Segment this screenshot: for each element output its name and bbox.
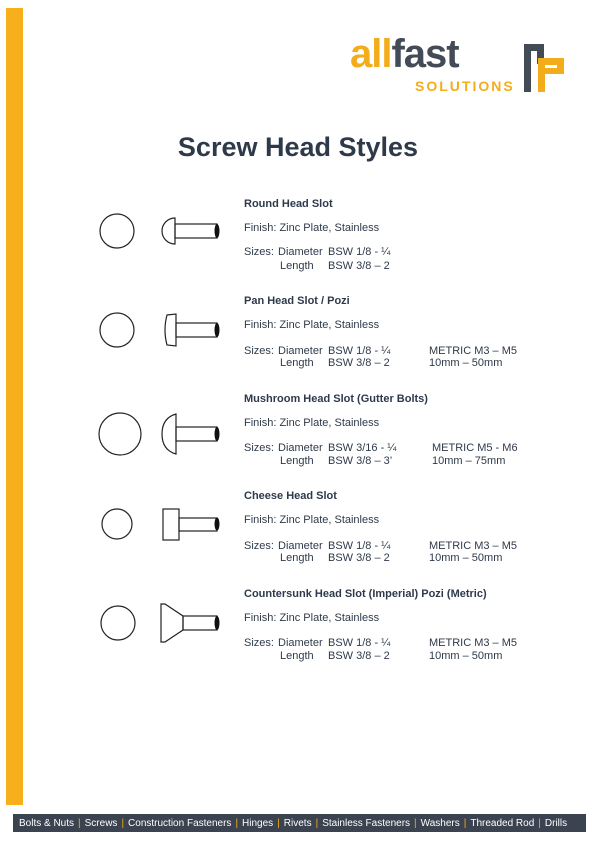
length-value: BSW 3/8 – 2 [328,357,390,369]
footer-link-screws[interactable]: Screws [84,817,118,829]
countersunk-head-icon [92,588,237,678]
diameter-value: BSW 1/8 - ¼ [328,540,391,552]
footer-link-hinges[interactable]: Hinges [242,817,274,829]
sizes-label: Sizes: [244,442,274,454]
metric-range: METRIC M3 – M5 [429,637,518,649]
footer-link-washers[interactable]: Washers [420,817,460,829]
item-name: Mushroom Head Slot (Gutter Bolts) [244,393,428,405]
length-label: Length [280,455,314,467]
item-finish: Finish: Zinc Plate, Stainless [244,612,380,624]
footer-separator: | [463,817,467,829]
item-finish: Finish: Zinc Plate, Stainless [244,514,380,526]
metric-range: METRIC M5 - M6 [432,442,518,454]
diameter-value: BSW 1/8 - ¼ [328,345,391,357]
length-value: BSW 3/8 – 2 [328,260,390,272]
length-label: Length [280,650,314,662]
screw-mushroom-head [0,393,596,483]
footer-link-drills[interactable]: Drills [544,817,568,829]
screw-pan-head [0,295,596,385]
footer-separator: | [121,817,125,829]
diameter-value: BSW 1/8 - ¼ [328,637,391,649]
footer-link-threaded-rod[interactable]: Threaded Rod [470,817,535,829]
footer-category-bar [13,814,586,832]
item-name: Cheese Head Slot [244,490,337,502]
cheese-head-icon [92,490,237,580]
metric-length: 10mm – 50mm [429,357,503,369]
page-title: Screw Head Styles [177,132,419,162]
length-value: BSW 3/8 – 3’ [328,455,393,467]
footer-separator: | [277,817,280,829]
footer-link-construction-fasteners[interactable]: Construction Fasteners [128,817,232,829]
footer-separator: | [235,817,239,829]
footer-separator: | [315,817,319,829]
item-finish: Finish: Zinc Plate, Stainless [244,319,380,331]
metric-range: METRIC M3 – M5 [429,345,518,357]
diameter-value: BSW 1/8 - ¼ [328,246,391,258]
screw-round-head [0,198,596,288]
logo-wordmark: allfast [350,32,459,76]
diameter-label: Diameter [278,442,323,454]
length-label: Length [280,357,314,369]
footer-link-stainless-fasteners[interactable]: Stainless Fasteners [322,817,411,829]
diameter-label: Diameter [278,345,323,357]
footer-separator: | [78,817,81,829]
length-label: Length [280,552,314,564]
length-value: BSW 3/8 – 2 [328,650,390,662]
pan-head-icon [92,295,237,385]
metric-length: 10mm – 50mm [429,650,503,662]
sizes-label: Sizes: [244,246,274,258]
diameter-label: Diameter [278,540,323,552]
length-value: BSW 3/8 – 2 [328,552,390,564]
allfast-logo[interactable] [350,32,570,98]
item-finish: Finish: Zinc Plate, Stainless [244,417,380,429]
diameter-label: Diameter [278,637,323,649]
logo-mark-icon [524,40,566,96]
screw-countersunk-head [0,588,596,678]
footer-link-bolts-nuts[interactable]: Bolts & Nuts [19,817,75,829]
item-finish: Finish: Zinc Plate, Stainless [244,222,380,234]
length-label: Length [280,260,314,272]
metric-length: 10mm – 75mm [432,455,506,467]
round-head-icon [92,198,237,288]
footer-link-rivets[interactable]: Rivets [283,817,312,829]
screw-cheese-head [0,490,596,580]
metric-range: METRIC M3 – M5 [429,540,518,552]
sizes-label: Sizes: [244,345,274,357]
item-name: Pan Head Slot / Pozi [244,295,350,307]
diameter-value: BSW 3/16 - ¼ [328,442,397,454]
metric-length: 10mm – 50mm [429,552,503,564]
diameter-label: Diameter [278,246,323,258]
mushroom-head-icon [92,393,237,483]
footer-separator: | [414,817,417,829]
logo-subtitle: SOLUTIONS [415,78,515,94]
item-name: Round Head Slot [244,198,333,210]
item-name: Countersunk Head Slot (Imperial) Pozi (Metric) [244,588,487,600]
footer-separator: | [538,817,541,829]
sizes-label: Sizes: [244,540,274,552]
sizes-label: Sizes: [244,637,274,649]
